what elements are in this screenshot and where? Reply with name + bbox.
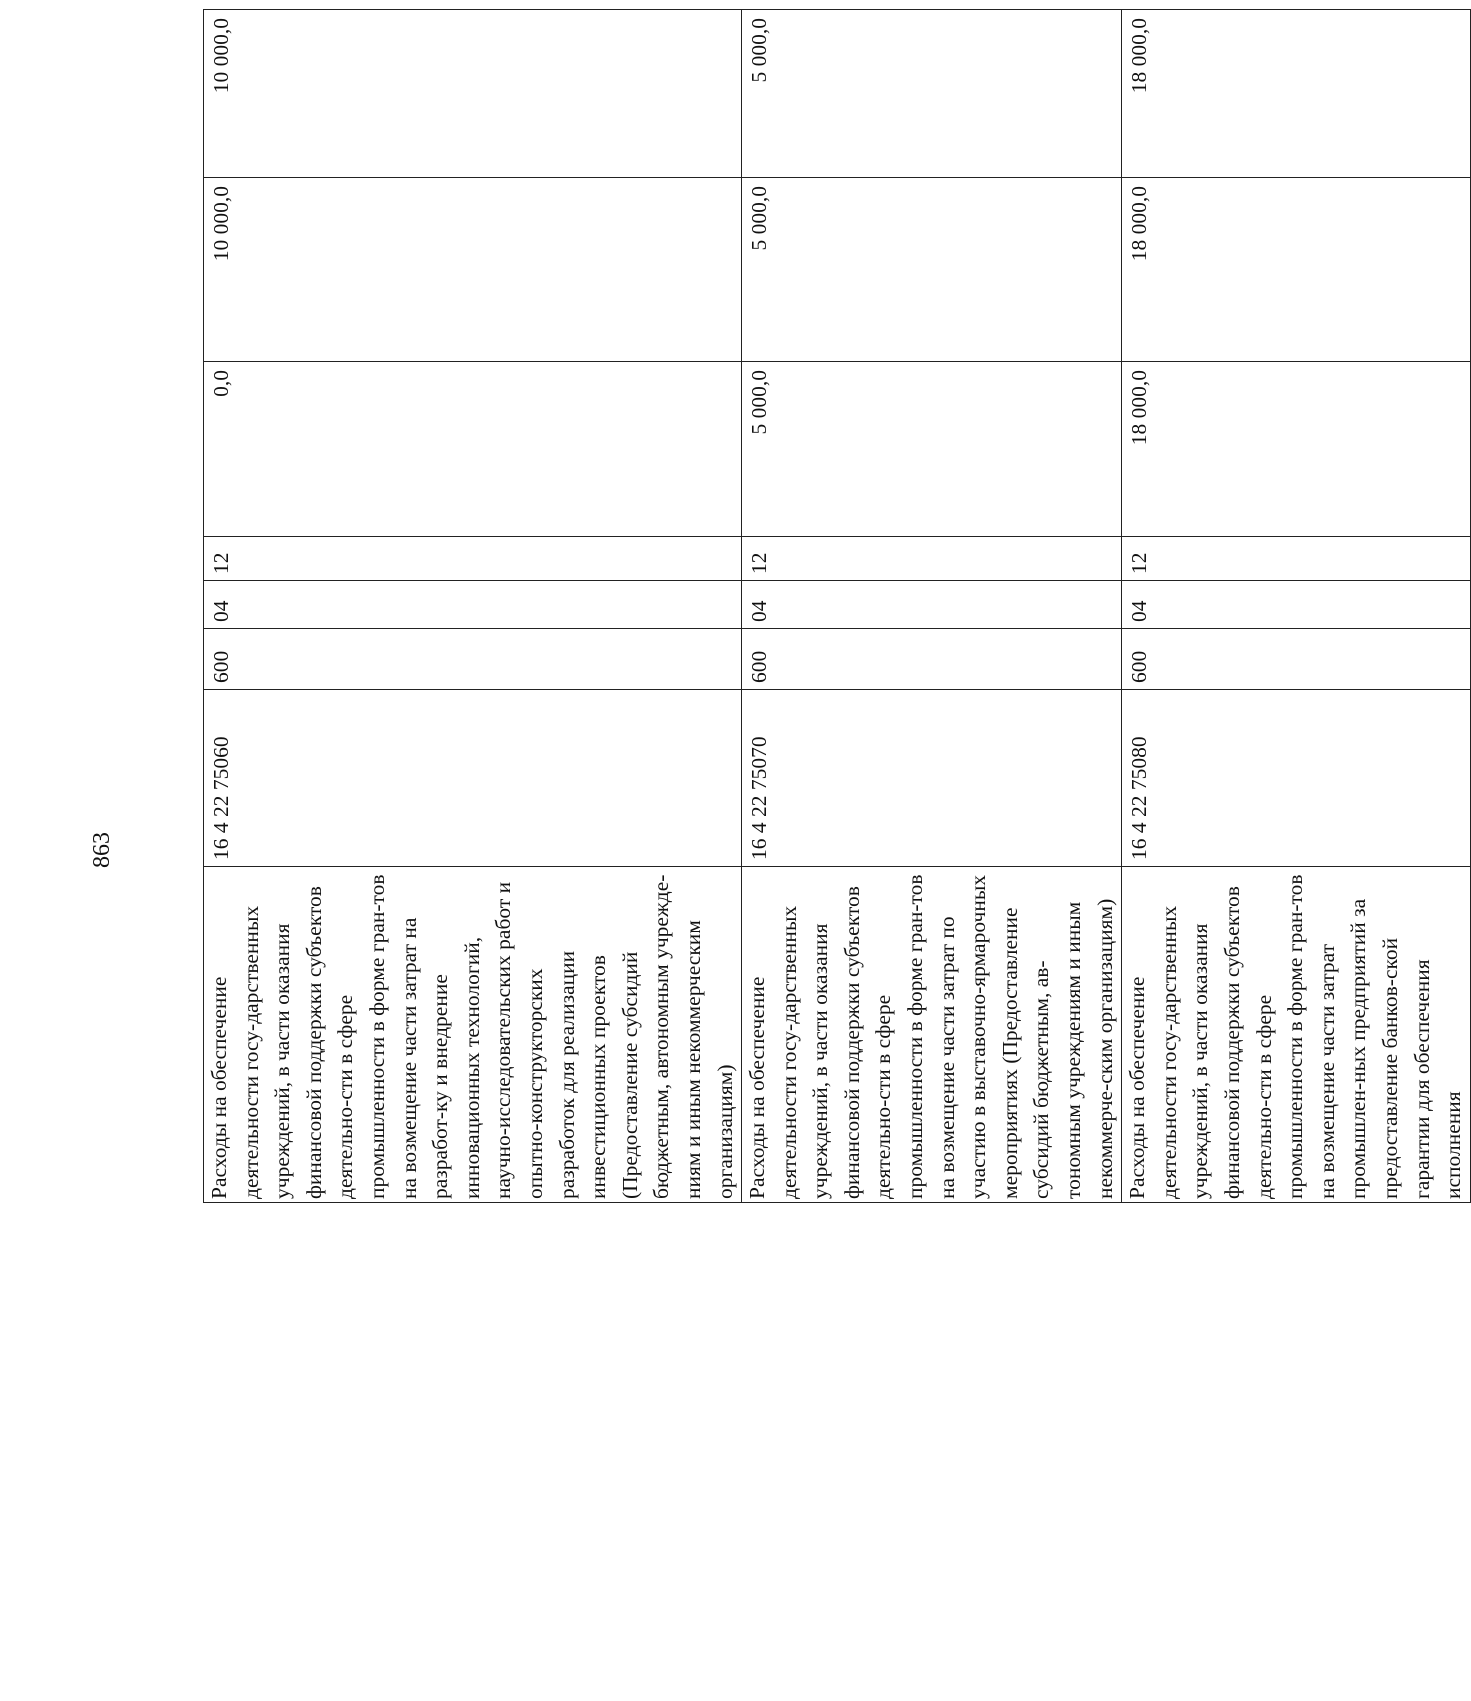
target-code: 16 4 22 75060	[204, 690, 742, 867]
table-row	[204, 10, 742, 1203]
section-code: 04	[204, 581, 742, 629]
section-code: 04	[1122, 581, 1471, 629]
amount-1: 5 000,0	[742, 362, 1122, 537]
amount-2: 18 000,0	[1122, 178, 1471, 362]
rotated-table-inner	[203, 18, 1466, 1203]
row-description: Расходы на обеспечение деятельности госу-дарственных учреждений, в части оказания финансовой поддержки субъектов деятельно-сти в сфере промышленности в форме гран-тов на возмещение части затрат на разработ-ку и внедрение инновационных технологий, научно-исследовательских работ и опытно-конструкторских разработок для реализации инвестиционных проектов (Предоставление субсидий бюджетным, автономным учрежде-ниям и иным некоммерческим организациям)	[204, 867, 742, 1203]
amount-2: 5 000,0	[742, 178, 1122, 362]
budget-table	[203, 9, 1471, 1203]
subsection-code: 12	[742, 537, 1122, 581]
rotated-table-container	[203, 18, 1466, 1203]
amount-2: 10 000,0	[204, 178, 742, 362]
expense-type: 600	[204, 629, 742, 690]
section-code: 04	[742, 581, 1122, 629]
target-code: 16 4 22 75070	[742, 690, 1122, 867]
amount-3: 5 000,0	[742, 10, 1122, 178]
amount-1: 0,0	[204, 362, 742, 537]
expense-type: 600	[1122, 629, 1471, 690]
table-row	[1122, 10, 1471, 1203]
page-number: 863	[89, 832, 115, 868]
subsection-code: 12	[204, 537, 742, 581]
table-row	[742, 10, 1122, 1203]
row-description: Расходы на обеспечение деятельности госу-дарственных учреждений, в части оказания финансовой поддержки субъектов деятельно-сти в сфере промышленности в форме гран-тов на возмещение части затрат по участию в выставочно-ярмарочных мероприятиях (Предоставление субсидий бюджетным, ав-тономным учреждениям и иным некоммерче-ским организациям)	[742, 867, 1122, 1203]
subsection-code: 12	[1122, 537, 1471, 581]
row-description: Расходы на обеспечение деятельности госу-дарственных учреждений, в части оказания финансовой поддержки субъектов деятельно-сти в сфере промышленности в форме гран-тов на возмещение части затрат промышлен-ных предприятий за предоставление банков-ской гарантии для обеспечения исполнения	[1122, 867, 1471, 1203]
expense-type: 600	[742, 629, 1122, 690]
amount-3: 18 000,0	[1122, 10, 1471, 178]
amount-3: 10 000,0	[204, 10, 742, 178]
amount-1: 18 000,0	[1122, 362, 1471, 537]
target-code: 16 4 22 75080	[1122, 690, 1471, 867]
